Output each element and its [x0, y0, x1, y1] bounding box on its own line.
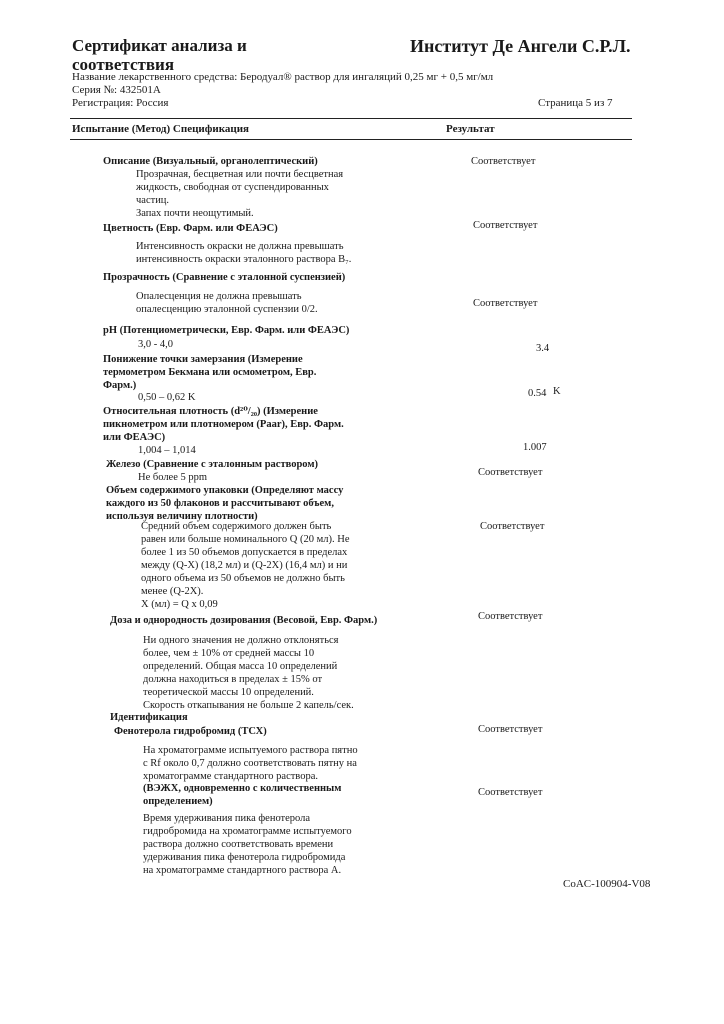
test-result-volume: Соответствует: [480, 521, 545, 532]
header-bottom-rule: [70, 139, 632, 140]
test-spec-description: Прозрачная, бесцветная или почти бесцветная жидкость, свободная от суспендированных частиц. Запах почти неощутимый.: [136, 169, 344, 219]
test-heading-clarity: Прозрачность (Сравнение с эталонной суспензией): [103, 272, 346, 283]
test-result-freezing: 0.54: [528, 388, 547, 399]
test-spec-density: 1,004 – 1,014: [138, 445, 196, 456]
column-test-header: Испытание (Метод) Спецификация: [72, 123, 249, 135]
test-heading-identification: Идентификация: [110, 712, 188, 723]
test-spec-ph: 3,0 - 4,0: [138, 339, 173, 350]
test-heading-hplc: (ВЭЖХ, одновременно с количественным определением): [143, 783, 342, 807]
column-result-header: Результат: [446, 123, 495, 135]
test-spec-dose: Ни одного значения не должно отклоняться более, чем ± 10% от средней массы 10 определений. Общая масса 10 определений должна находиться в пределах ± 15% от теоретической массы 10 определений. Скорость откапывания не больше 2 капель/сек.: [143, 635, 354, 711]
test-heading-color: Цветность (Евр. Фарм. или ФЕАЭС): [103, 223, 278, 234]
test-heading-dose: Доза и однородность дозирования (Весовой, Евр. Фарм.): [110, 615, 378, 626]
certificate-title: Сертификат анализа и соответствия: [72, 36, 247, 74]
drug-name-line: Название лекарственного средства: Беродуал® раствор для ингаляций 0,25 мг + 0,5 мг/мл: [72, 71, 494, 83]
test-spec-iron: Не более 5 ppm: [138, 472, 208, 483]
test-result-dose: Соответствует: [478, 611, 543, 622]
test-heading-volume: Объем содержимого упаковки (Определяют массу каждого из 50 флаконов и рассчитывают объем, используя величину плотности): [106, 485, 344, 522]
header-top-rule: [70, 118, 632, 119]
test-spec-tlc: На хроматограмме испытуемого раствора пятно с Rf около 0,7 должно соответствовать пятну на хроматограмме стандартного раствора.: [143, 745, 358, 782]
test-subheading-tlc: Фенотерола гидробромид (ТСХ): [114, 726, 267, 737]
page-number: Страница 5 из 7: [538, 97, 613, 109]
test-heading-ph: pH (Потенциометрически, Евр. Фарм. или ФЕАЭС): [103, 325, 350, 336]
institute-name: Институт Де Ангели С.Р.Л.: [410, 36, 631, 56]
test-result-color: Соответствует: [473, 220, 538, 231]
series-line: Серия №: 432501А: [72, 84, 161, 96]
test-heading-freezing: Понижение точки замерзания (Измерение термометром Бекмана или осмометром, Евр. Фарм.): [103, 354, 317, 391]
test-result-tlc: Соответствует: [478, 724, 543, 735]
test-spec-color: Интенсивность окраски не должна превышать интенсивность окраски эталонного раствора B₇.: [136, 241, 352, 265]
test-result-clarity: Соответствует: [473, 298, 538, 309]
test-result-freezing-unit: K: [553, 386, 561, 397]
test-result-hplc: Соответствует: [478, 787, 543, 798]
test-heading-iron: Железо (Сравнение с эталонным раствором): [106, 459, 318, 470]
test-spec-hplc: Время удерживания пика фенотерола гидробромида на хроматограмме испытуемого раствора должно соответствовать времени удерживания пика фенотерола гидробромида на хроматограмме стандартного раствора А.: [143, 813, 352, 876]
test-heading-description: Описание (Визуальный, органолептический): [103, 156, 318, 167]
test-heading-density: Относительная плотность (d²⁰/₂₀) (Измерение пикнометром или плотномером (Paar), Евр. Фарм. или ФЕАЭС): [103, 406, 344, 443]
test-spec-freezing: 0,50 – 0,62 K: [138, 392, 196, 403]
document-code: CoAC-100904-V08: [563, 878, 651, 890]
test-result-iron: Соответствует: [478, 467, 543, 478]
test-spec-volume: Средний объем содержимого должен быть равен или больше номинального Q (20 мл). Не более 1 из 50 объемов допускается в пределах между (Q-X) (18,2 мл) и (Q-2X) (16,4 мл) и ни одного объема из 50 объемов не должно быть менее (Q-2X). X (мл) = Q x 0,09: [141, 521, 350, 610]
test-result-ph: 3.4: [536, 343, 550, 354]
test-result-description: Соответствует: [471, 156, 536, 167]
test-spec-clarity: Опалесценция не должна превышать опалесценцию эталонной суспензии 0/2.: [136, 291, 318, 315]
registration-line: Регистрация: Россия: [72, 97, 169, 109]
test-result-density: 1.007: [523, 442, 547, 453]
